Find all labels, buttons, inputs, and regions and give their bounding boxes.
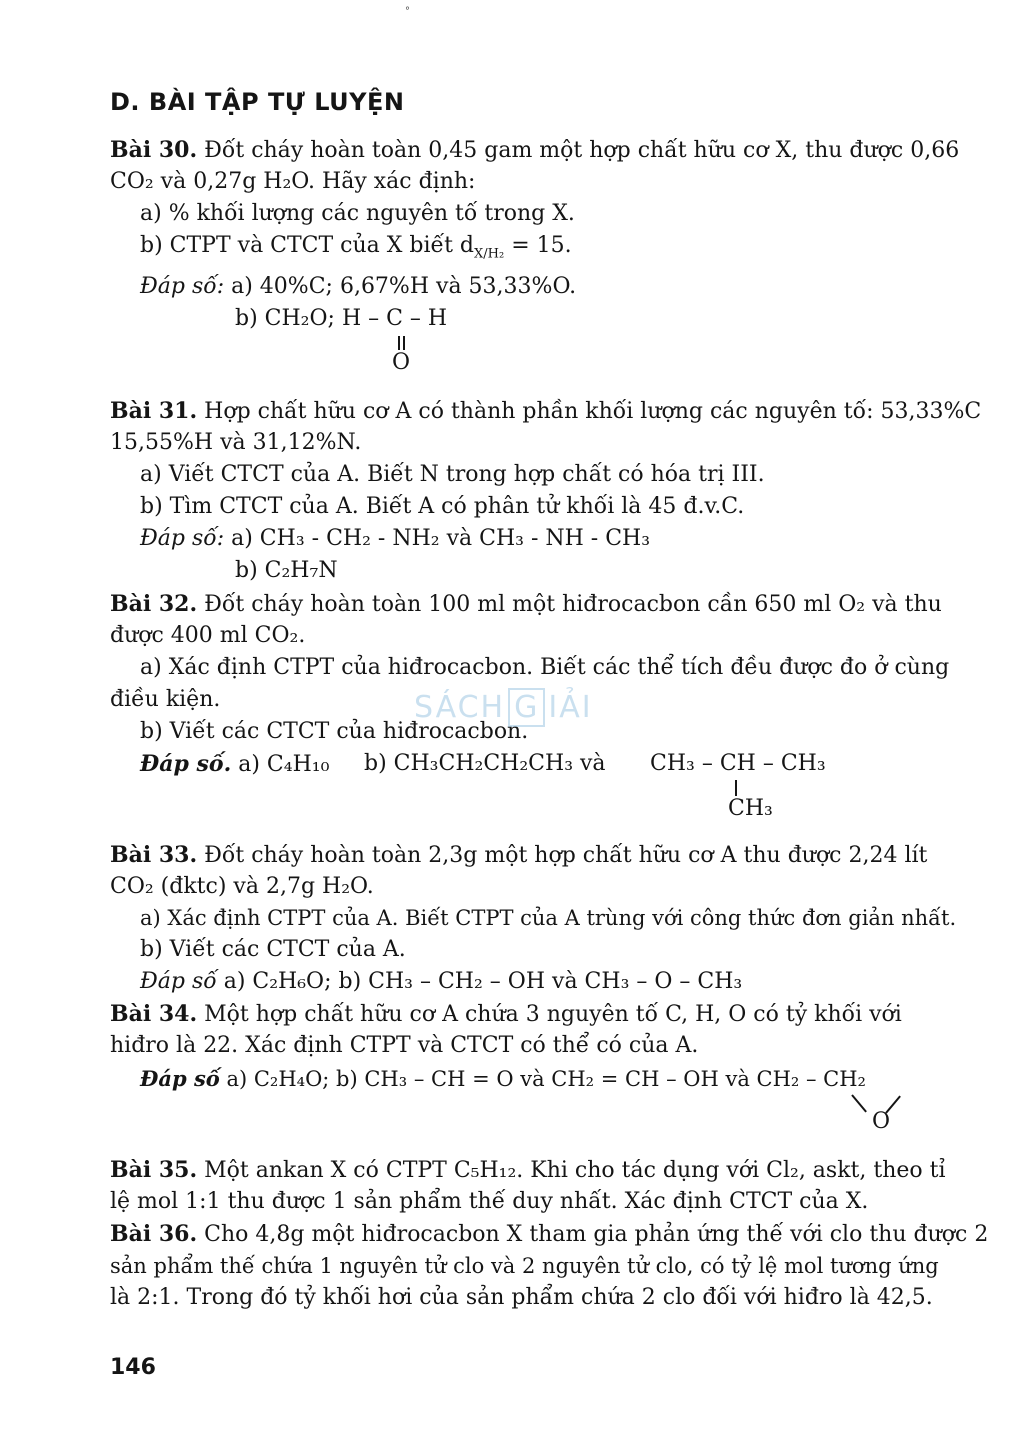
exercise-30-line2: CO₂ và 0,27g H₂O. Hãy xác định: [110, 169, 476, 194]
exercise-30-line1 [110, 135, 959, 166]
exercise-31-line2: 15,55%H và 31,12%N. [110, 430, 362, 455]
exercise-32-question-a-cont: điều kiện. [110, 687, 221, 712]
exercise-36-label: Bài 36. [110, 1221, 198, 1247]
exercise-31-label: Bài 31. [110, 398, 198, 424]
exercise-36-line1 [110, 1219, 988, 1250]
exercise-31-question-b: b) Tìm CTCT của A. Biết A có phân tử khối là 45 đ.v.C. [140, 494, 745, 519]
exercise-33-line1 [110, 840, 927, 871]
exercise-32-label: Bài 32. [110, 591, 198, 617]
exercise-30-answer-oxygen: O [392, 350, 411, 375]
watermark [414, 688, 593, 727]
exercise-32-isobutane: CH₃ – CH – CH₃ [650, 751, 826, 776]
exercise-32-question-a: a) Xác định CTPT của hiđrocacbon. Biết các thể tích đều được đo ở cùng [140, 655, 950, 680]
exercise-34-label: Bài 34. [110, 1001, 198, 1027]
exercise-34-ring-oxygen: O [872, 1109, 891, 1134]
answer-text: a) C₄H₁₀ [231, 752, 330, 777]
exercise-31-answer-a [140, 524, 650, 554]
exercise-35-label: Bài 35. [110, 1157, 198, 1183]
exercise-34-answer [140, 1064, 866, 1094]
exercise-30-question-b-end: = 15. [504, 233, 572, 258]
exercise-31-answer-b: b) C₂H₇N [235, 558, 338, 583]
exercise-33-text1: Đốt cháy hoàn toàn 2,3g một hợp chất hữu cơ A thu được 2,24 lít [204, 843, 928, 868]
exercise-36-line3: là 2:1. Trong đó tỷ khối hơi của sản phẩm chứa 2 clo đối với hiđro là 42,5. [110, 1285, 933, 1310]
exercise-33-line2: CO₂ (đktc) và 2,7g H₂O. [110, 874, 374, 899]
exercise-32-line2: được 400 ml CO₂. [110, 623, 306, 648]
exercise-30-question-b [140, 231, 572, 269]
exercise-30-text1: Đốt cháy hoàn toàn 0,45 gam một hợp chất hữu cơ X, thu được 0,66 [204, 138, 960, 163]
corner-mark: ° [405, 6, 410, 17]
answer-label: Đáp số [140, 1066, 220, 1091]
exercise-32-answer-a [140, 749, 329, 780]
watermark-left: SÁCH [414, 690, 506, 725]
answer-label: Đáp số. [140, 751, 232, 777]
exercise-32-question-b: b) Viết các CTCT của hiđrocacbon. [140, 719, 529, 744]
exercise-31-text1: Hợp chất hữu cơ A có thành phần khối lượng các nguyên tố: 53,33%C [204, 399, 982, 424]
exercise-30-answer-a [140, 272, 576, 302]
exercise-33-question-b: b) Viết các CTCT của A. [140, 937, 406, 962]
page-number: 146 [110, 1355, 156, 1380]
exercise-36-line2: sản phẩm thế chứa 1 nguyên tử clo và 2 nguyên tử clo, có tỷ lệ mol tương ứng [110, 1254, 939, 1278]
answer-label: Đáp số [140, 969, 217, 994]
exercise-31-line1 [110, 396, 981, 427]
exercise-33-question-a: a) Xác định CTPT của A. Biết CTPT của A trùng với công thức đơn giản nhất. [140, 906, 957, 930]
exercise-35-text1: Một ankan X có CTPT C₅H₁₂. Khi cho tác dụng với Cl₂, askt, theo tỉ [204, 1158, 946, 1183]
epoxide-bond-left [851, 1094, 867, 1112]
exercise-32-isobutane-branch: CH₃ [728, 796, 773, 821]
exercise-32-line1 [110, 589, 942, 620]
exercise-35-line1 [110, 1155, 946, 1186]
exercise-30-question-a: a) % khối lượng các nguyên tố trong X. [140, 201, 575, 226]
exercise-32-answer-b: b) CH₃CH₂CH₂CH₃ và [364, 751, 606, 776]
watermark-right: IẢI [548, 690, 593, 725]
exercise-36-text1: Cho 4,8g một hiđrocacbon X tham gia phản ứng thế với clo thu được 2 [204, 1222, 989, 1247]
answer-text: a) C₂H₄O; b) CH₃ – CH = O và CH₂ = CH – OH và CH₂ – CH₂ [219, 1067, 866, 1091]
exercise-33-label: Bài 33. [110, 842, 198, 868]
answer-text: a) C₂H₆O; b) CH₃ – CH₂ – OH và CH₃ – O – CH₃ [216, 969, 743, 994]
answer-text: a) CH₃ - CH₂ - NH₂ và CH₃ - NH - CH₃ [224, 526, 651, 551]
answer-label: Đáp số: [140, 526, 225, 551]
exercise-30-answer-b: b) CH₂O; H – C – H [235, 306, 448, 331]
watermark-box: G [508, 688, 545, 727]
exercise-34-line1 [110, 999, 902, 1030]
exercise-31-question-a: a) Viết CTCT của A. Biết N trong hợp chất có hóa trị III. [140, 462, 765, 487]
exercise-34-text1: Một hợp chất hữu cơ A chứa 3 nguyên tố C, H, O có tỷ khối với [204, 1002, 902, 1027]
exercise-30-question-b-text: b) CTPT và CTCT của X biết d [140, 233, 475, 258]
exercise-33-answer [140, 967, 742, 997]
exercise-30-label: Bài 30. [110, 137, 198, 163]
exercise-35-line2: lệ mol 1:1 thu được 1 sản phẩm thế duy nhất. Xác định CTCT của X. [110, 1189, 869, 1214]
exercise-30-density-subscript: X/H₂ [474, 246, 505, 262]
section-heading: D. BÀI TẬP TỰ LUYỆN [110, 88, 405, 116]
answer-text: a) 40%C; 6,67%H và 53,33%O. [224, 274, 577, 299]
exercise-32-text1: Đốt cháy hoàn toàn 100 ml một hiđrocacbon cần 650 ml O₂ và thu [204, 592, 942, 617]
answer-label: Đáp số: [140, 274, 225, 299]
exercise-34-line2: hiđro là 22. Xác định CTPT và CTCT có thể có của A. [110, 1033, 699, 1058]
